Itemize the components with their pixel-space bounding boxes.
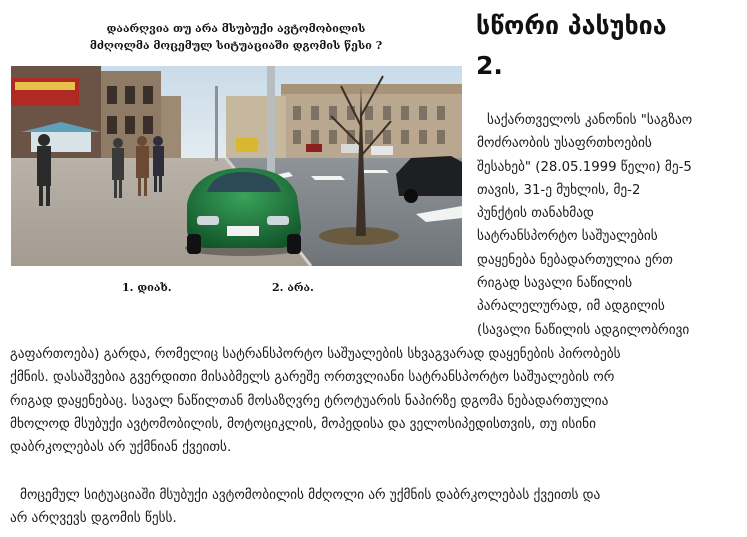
explanation-line: რიგად დაყენებაც. სავალ ნაწილთან მოსაზღვრე ტროტუარის ნაპირზე დგომა ნებადართულია xyxy=(10,393,609,409)
explanation-line: თავის, 31-ე მუხლის, მე-2 xyxy=(477,182,641,198)
explanation-line: პარალელურად, იმ ადგილის xyxy=(477,299,665,315)
explanation-line: (სავალი ნაწილის ადგილობრივი xyxy=(477,322,690,338)
option-2[interactable]: 2. არა. xyxy=(272,281,314,294)
option-1[interactable]: 1. დიახ. xyxy=(122,281,172,294)
explanation-line: მხოლოდ მსუბუქი ავტომობილის, მოტოციკლის, მოპედისა და ველოსიპედისთვის, თუ ისინი xyxy=(10,416,596,432)
explanation-line: ქმნის. დასაშვებია გვერდითი მისაბმელს გარეშე ორთვლიანი სატრანსპორტო საშუალების ორ xyxy=(10,370,615,386)
conclusion-line: არ არღვევს დგომის წესს. xyxy=(10,511,177,527)
question-text xyxy=(10,20,462,54)
explanation-paragraph-b xyxy=(10,343,747,459)
conclusion-paragraph xyxy=(10,484,747,531)
explanation-line: რიგად სავალი ნაწილის xyxy=(477,276,633,292)
explanation-line: სატრანსპორტო საშუალების xyxy=(477,229,658,245)
street-photo-icon xyxy=(11,66,462,266)
explanation-line: პუნქტის თანახმად xyxy=(477,206,594,222)
answer-heading-line-1: სწორი პასუხია xyxy=(476,11,667,40)
explanation-line: შესახებ" (28.05.1999 წელი) მე-5 xyxy=(477,159,692,175)
explanation-line: დაბრკოლებას არ უქმნიან ქვეითს. xyxy=(10,440,232,456)
answer-options xyxy=(0,281,462,297)
explanation-line: მოძრაობის უსაფრთხოების xyxy=(477,136,652,152)
explanation-paragraph-a xyxy=(477,109,747,342)
explanation-line: საქართველოს კანონის "საგზაო xyxy=(487,113,693,128)
situation-photo xyxy=(11,66,462,266)
explanation-line: დაყენება ნებადართულია ერთ xyxy=(477,252,673,268)
green-car-icon xyxy=(185,168,301,256)
explanation-line: გაფართოება) გარდა, რომელიც სატრანსპორტო საშუალების სხვაგვარად დაყენების პირობებს xyxy=(10,347,621,362)
answer-heading-line-2: 2. xyxy=(476,51,503,80)
conclusion-line: მოცემულ სიტუაციაში მსუბუქი ავტომობილის მძღოლი არ უქმნის დაბრკოლებას ქვეითს და xyxy=(20,488,601,503)
answer-heading xyxy=(476,6,744,86)
question-line-2: მძღოლმა მოცემულ სიტუაციაში დგომის წესი ? xyxy=(89,39,383,52)
question-line-1: დაარღვია თუ არა მსუბუქი ავტომობილის xyxy=(106,22,366,35)
